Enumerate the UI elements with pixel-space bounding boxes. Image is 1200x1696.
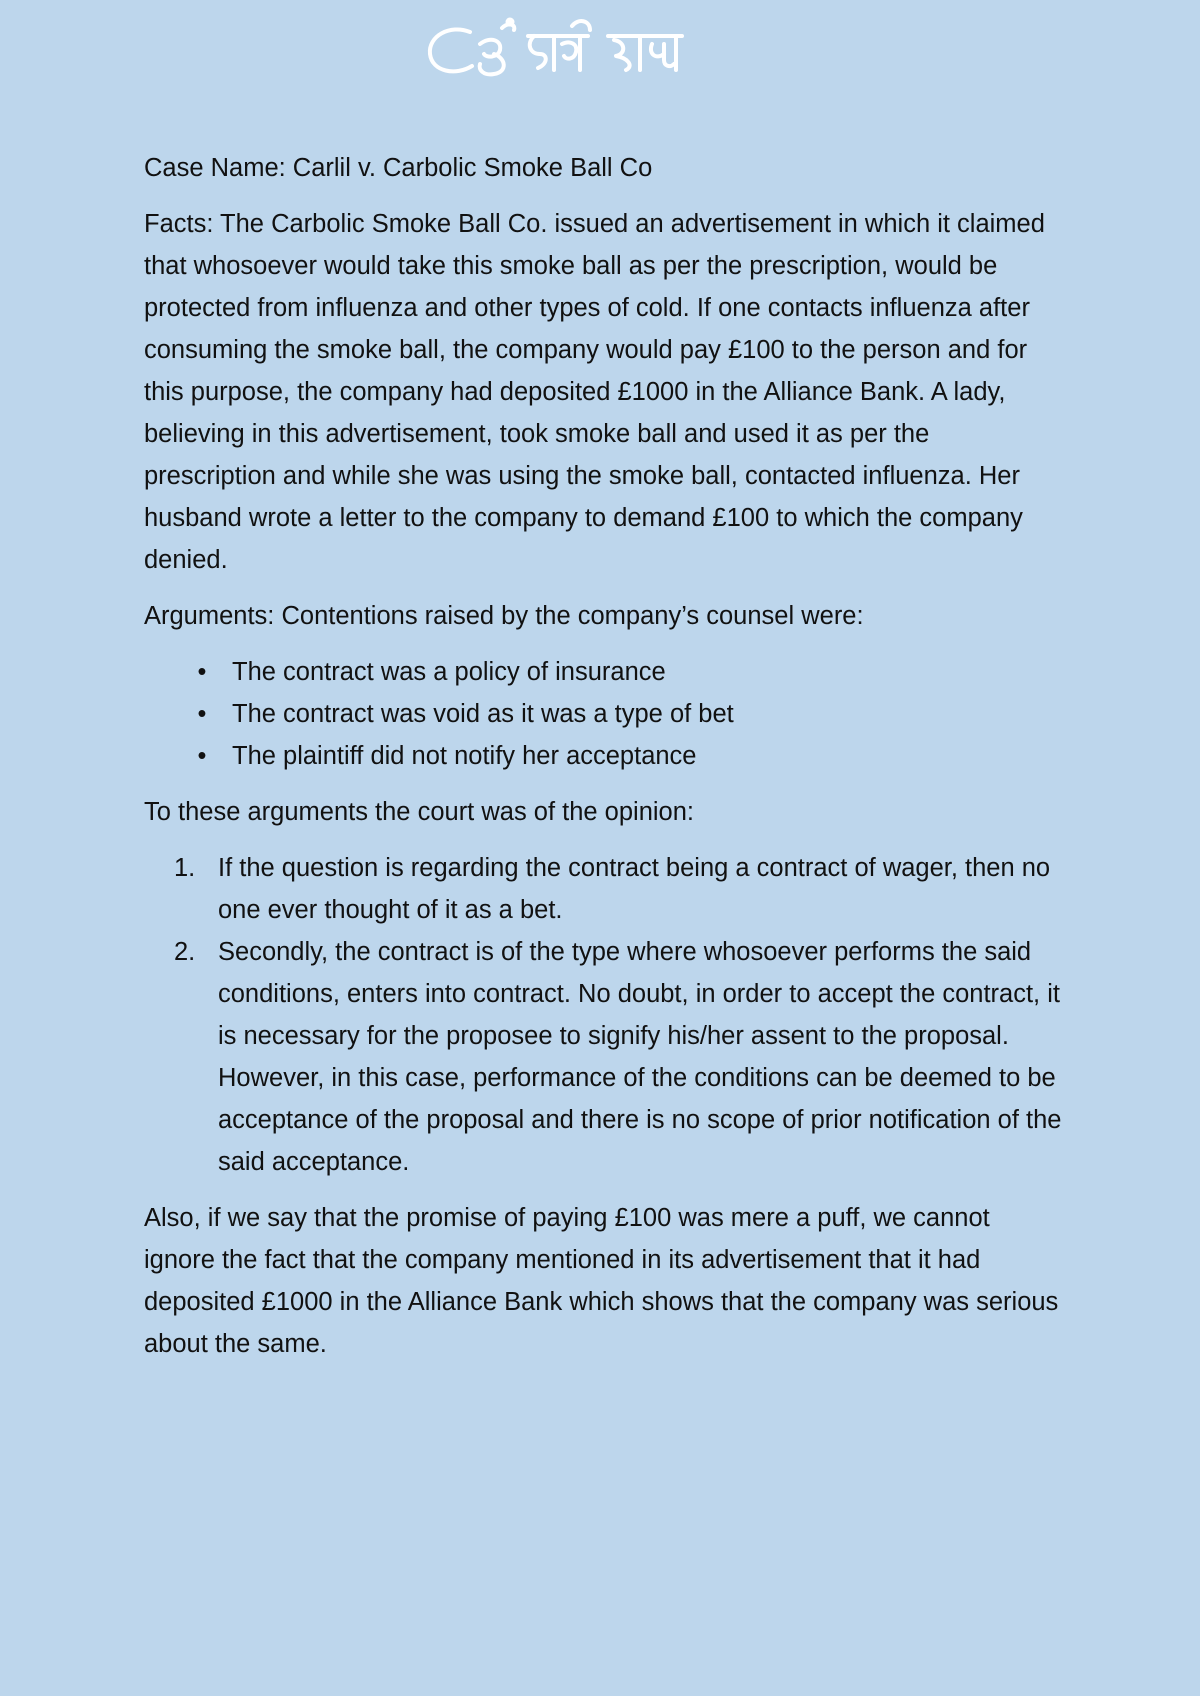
arguments-list xyxy=(144,651,1064,777)
list-number: 1. xyxy=(174,854,196,882)
list-item xyxy=(144,847,1064,931)
list-item xyxy=(144,931,1064,1183)
list-item xyxy=(144,735,1064,777)
bullet-icon: • xyxy=(197,700,207,728)
conclusion-paragraph: Also, if we say that the promise of paying £100 was mere a puff, we cannot ignore the fact that the company mentioned in its advertisement that it had deposited £1000 in the Alliance Bank which shows that the company was serious about the same. xyxy=(144,1204,1059,1358)
opinion-intro: To these arguments the court was of the opinion: xyxy=(144,798,694,826)
list-item xyxy=(144,693,1064,735)
opinions-list xyxy=(144,847,1064,1183)
arguments-intro: Arguments: Contentions raised by the company’s counsel were: xyxy=(144,602,864,630)
opinion-text: If the question is regarding the contract being a contract of wager, then no one ever thought of it as a bet. xyxy=(218,854,1051,924)
om-sai-ram-logo xyxy=(420,14,710,90)
argument-text: The contract was a policy of insurance xyxy=(232,658,666,686)
list-number: 2. xyxy=(174,938,196,966)
bullet-icon: • xyxy=(197,658,207,686)
argument-text: The contract was void as it was a type of bet xyxy=(232,700,734,728)
opinion-text: Secondly, the contract is of the type where whosoever performs the said conditions, enters into contract. No doubt, in order to accept the contract, it is necessary for the proposee to signify his/her assent to the proposal. However, in this case, performance of the conditions can be deemed to be acceptance of the proposal and there is no scope of prior notification of the said acceptance. xyxy=(218,938,1062,1176)
facts-paragraph: Facts: The Carbolic Smoke Ball Co. issued an advertisement in which it claimed that whosoever would take this smoke ball as per the prescription, would be protected from influenza and other types of cold. If one contacts influenza after consuming the smoke ball, the company would pay £100 to the person and for this purpose, the company had deposited £1000 in the Alliance Bank. A lady, believing in this advertisement, took smoke ball and used it as per the prescription and while she was using the smoke ball, contacted influenza. Her husband wrote a letter to the company to demand £100 to which the company denied. xyxy=(144,210,1045,574)
om-sai-ram-logo-graphic xyxy=(420,14,710,90)
case-name: Case Name: Carlil v. Carbolic Smoke Ball Co xyxy=(144,154,653,182)
bullet-icon: • xyxy=(197,742,207,770)
list-item xyxy=(144,651,1064,693)
document-body xyxy=(144,147,1064,1379)
argument-text: The plaintiff did not notify her acceptance xyxy=(232,742,697,770)
